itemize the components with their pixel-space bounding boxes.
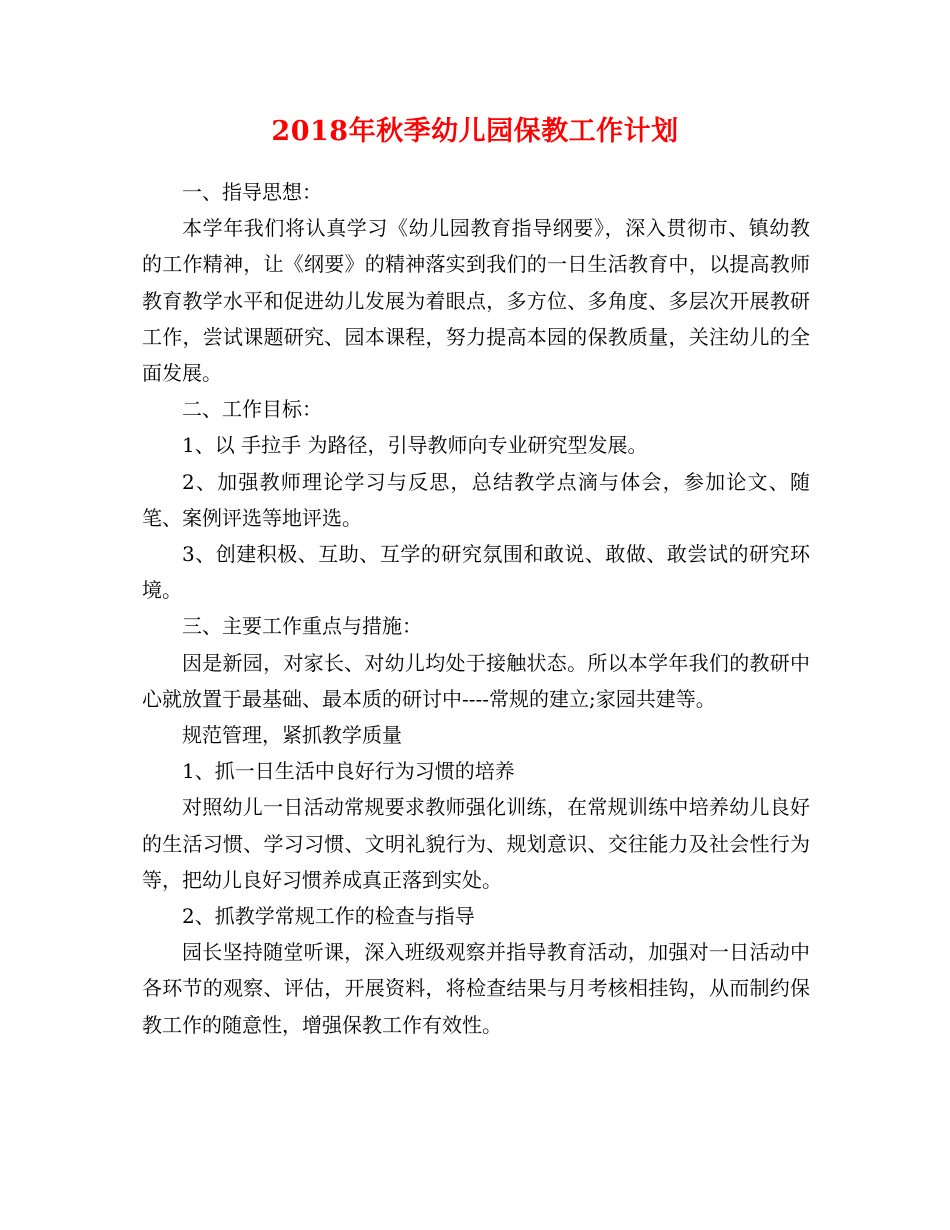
- subheading-standard-management: 规范管理，紧抓教学质量: [182, 723, 402, 748]
- measure-item-2-body: 园长坚持随堂听课，深入班级观察并指导教育活动，加强对一日活动中各环节的观察、评估，开展资料，将检查结果与月考核相挂钩，从而制约保教工作的随意性，增强保教工作有效性。: [142, 940, 810, 1037]
- paragraph-new-kindergarten: 因是新园，对家长、对幼儿均处于接触状态。所以本学年我们的教研中心就放置于最基础、最本质的研讨中----常规的建立;家园共建等。: [142, 650, 810, 711]
- paragraph-guiding-thought: 本学年我们将认真学习《幼儿园教育指导纲要》，深入贯彻市、镇幼教的工作精神，让《纲要》的精神落实到我们的一日生活教育中，以提高教师教育教学水平和促进幼儿发展为着眼点，多方位、多角度、多层次开展教研工作，尝试课题研究、园本课程，努力提高本园的保教质量，关注幼儿的全面发展。: [142, 216, 810, 386]
- measure-item-1-title: 1、抓一日生活中良好行为习惯的培养: [182, 759, 515, 784]
- goal-item-2: 2、加强教师理论学习与反思，总结教学点滴与体会，参加论文、随笔、案例评选等地评选。: [142, 469, 810, 530]
- goal-item-1: 1、以 手拉手 为路径，引导教师向专业研究型发展。: [182, 433, 648, 458]
- goal-item-3: 3、创建积极、互助、互学的研究氛围和敢说、敢做、敢尝试的研究环境。: [142, 542, 810, 603]
- document-title: 2018年秋季幼儿园保教工作计划: [271, 116, 679, 147]
- document-body: [142, 174, 810, 1043]
- measure-item-1-body: 对照幼儿一日活动常规要求教师强化训练，在常规训练中培养幼儿良好的生活习惯、学习习惯、文明礼貌行为、规划意识、交往能力及社会性行为等，把幼儿良好习惯养成真正落到实处。: [142, 795, 810, 892]
- heading-key-measures: 三、主要工作重点与措施：: [182, 614, 422, 639]
- heading-guiding-thought: 一、指导思想：: [182, 180, 322, 204]
- heading-work-goals: 二、工作目标：: [182, 397, 322, 422]
- measure-item-2-title: 2、抓教学常规工作的检查与指导: [182, 904, 475, 929]
